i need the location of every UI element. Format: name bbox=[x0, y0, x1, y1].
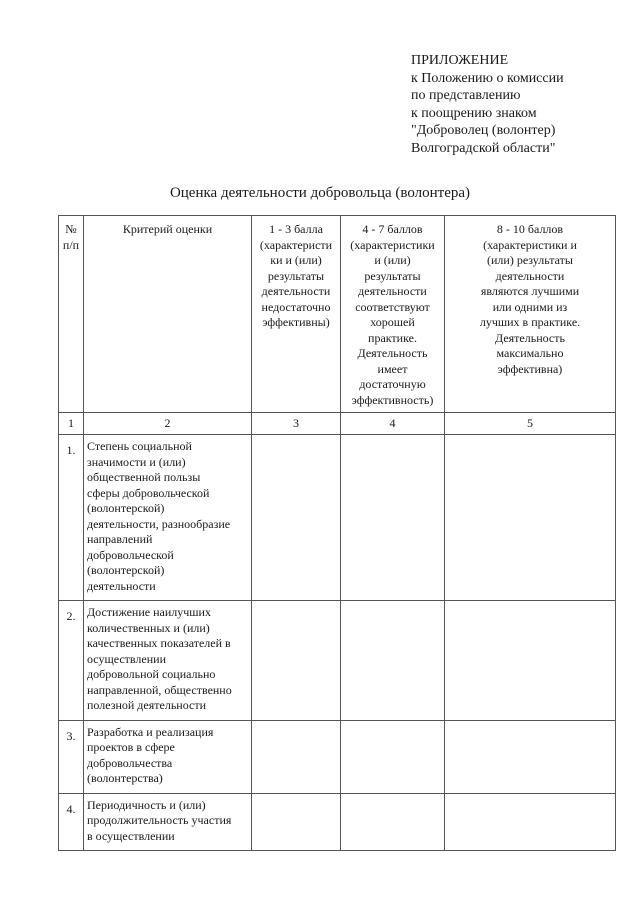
column-number: 1 bbox=[59, 413, 84, 435]
header-score-4-7: 4 - 7 баллов (характеристики и (или) результаты деятельности соответствуют хорошей практике. Деятельность имеет достаточную эффективность) bbox=[341, 216, 445, 413]
column-number: 5 bbox=[445, 413, 616, 435]
row-number: 1. bbox=[59, 435, 84, 601]
criterion-cell: Периодичность и (или) продолжительность участия в осуществлении bbox=[84, 793, 252, 851]
criterion-cell: Степень социальной значимости и (или) общественной пользы сферы добровольческой (волонтерской) деятельности, разнообразие направлений добровольческой (волонтерской) деятельности bbox=[84, 435, 252, 601]
header-row bbox=[59, 216, 616, 413]
header-score-1-3: 1 - 3 балла (характеристи ки и (или) результаты деятельности недостаточно эффективны) bbox=[252, 216, 341, 413]
appendix-line: Волгоградской области" bbox=[411, 140, 556, 156]
column-number: 4 bbox=[341, 413, 445, 435]
score-cell-empty bbox=[341, 720, 445, 793]
column-number: 2 bbox=[84, 413, 252, 435]
table-row bbox=[59, 435, 616, 601]
row-number: 2. bbox=[59, 601, 84, 721]
score-cell-empty bbox=[445, 435, 616, 601]
score-cell-empty bbox=[341, 435, 445, 601]
appendix-line: к Положению о комиссии bbox=[411, 70, 564, 86]
appendix-line: "Доброволец (волонтер) bbox=[411, 123, 556, 139]
score-cell-empty bbox=[252, 793, 341, 851]
appendix-block bbox=[411, 52, 631, 158]
score-cell-empty bbox=[252, 720, 341, 793]
header-score-8-10: 8 - 10 баллов (характеристики и (или) результаты деятельности являются лучшими или одними из лучших в практике. Деятельность максимально эффективна) bbox=[445, 216, 616, 413]
header-number: № п/п bbox=[59, 216, 84, 413]
appendix-line: по представлению bbox=[411, 88, 521, 104]
evaluation-table bbox=[58, 215, 616, 851]
score-cell-empty bbox=[445, 601, 616, 721]
row-number: 3. bbox=[59, 720, 84, 793]
criterion-cell: Достижение наилучших количественных и (или) качественных показателей в осуществлении добровольной социально направленной, общественно полезной деятельности bbox=[84, 601, 252, 721]
score-cell-empty bbox=[445, 793, 616, 851]
header-criterion: Критерий оценки bbox=[84, 216, 252, 413]
table-row bbox=[59, 720, 616, 793]
score-cell-empty bbox=[341, 793, 445, 851]
column-number-row bbox=[59, 413, 616, 435]
score-cell-empty bbox=[445, 720, 616, 793]
table-row bbox=[59, 601, 616, 721]
score-cell-empty bbox=[252, 435, 341, 601]
appendix-line: к поощрению знаком bbox=[411, 105, 537, 121]
score-cell-empty bbox=[341, 601, 445, 721]
document-title: Оценка деятельности добровольца (волонтера) bbox=[169, 185, 471, 201]
criterion-cell: Разработка и реализация проектов в сфере добровольчества (волонтерства) bbox=[84, 720, 252, 793]
appendix-line: ПРИЛОЖЕНИЕ bbox=[411, 53, 509, 68]
column-number: 3 bbox=[252, 413, 341, 435]
score-cell-empty bbox=[252, 601, 341, 721]
table-row bbox=[59, 793, 616, 851]
row-number: 4. bbox=[59, 793, 84, 851]
